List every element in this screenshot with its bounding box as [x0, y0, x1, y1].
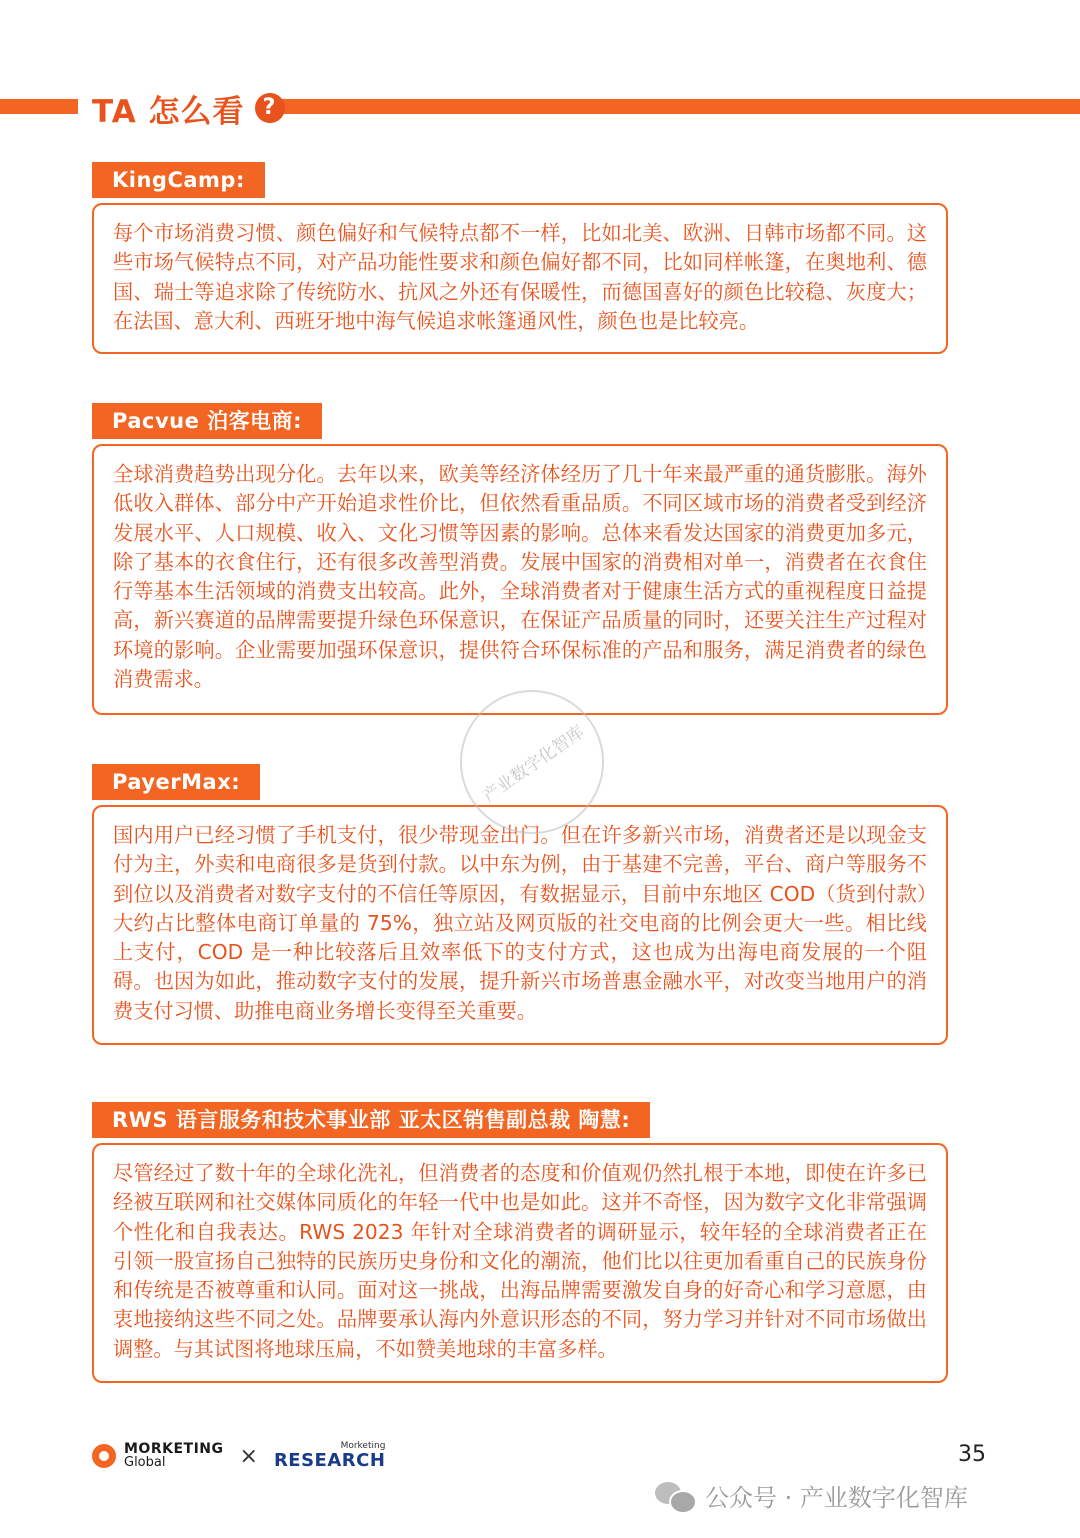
- label-kingcamp: KingCamp:: [92, 162, 265, 198]
- cross-icon: ×: [239, 1443, 258, 1469]
- label-payermax: PayerMax:: [92, 764, 260, 800]
- header-bar-left: [0, 99, 78, 114]
- page-number: 35: [958, 1442, 986, 1467]
- page-title: [92, 86, 285, 130]
- header-bar-right: [280, 99, 1080, 114]
- content-text-kingcamp: 每个市场消费习惯、颜色偏好和气候特点都不一样，比如北美、欧洲、日韩市场都不同。这些市场气候特点不同，对产品功能性要求和颜色偏好都不同，比如同样帐篷，在奥地利、德国、瑞士等追求除了传统防水、抗风之外还有保暖性，而德国喜好的颜色比较稳、灰度大；在法国、意大利、西班牙地中海气候追求帐篷通风性，颜色也是比较亮。: [113, 221, 927, 333]
- content-text-pacvue: 全球消费趋势出现分化。去年以来，欧美等经济体经历了几十年来最严重的通货膨胀。海外低收入群体、部分中产开始追求性价比，但依然看重品质。不同区域市场的消费者受到经济发展水平、人口规模、收入、文化习惯等因素的影响。总体来看发达国家的消费更加多元，除了基本的衣食住行，还有很多改善型消费。发展中国家的消费相对单一，消费者在衣食住行等基本生活领域的消费支出较高。此外，全球消费者对于健康生活方式的重视程度日益提高，新兴赛道的品牌需要提升绿色环保意识，在保证产品质量的同时，还要关注生产过程对环境的影响。企业需要加强环保意识，提供符合环保标准的产品和服务，满足消费者的绿色消费需求。: [113, 462, 927, 692]
- wechat-text: 公众号 · 产业数字化智库: [705, 1484, 968, 1512]
- content-box-kingcamp: [92, 203, 948, 354]
- watermark-text: 产业数字化智库: [478, 721, 588, 807]
- content-box-payermax: [92, 805, 948, 1045]
- morketing-logo-icon: [92, 1444, 116, 1468]
- wechat-account: [655, 1478, 968, 1513]
- label-rws: RWS 语言服务和技术事业部 亚太区销售副总裁 陶慧:: [92, 1102, 650, 1138]
- question-icon: ?: [255, 93, 285, 123]
- wechat-icon: [655, 1480, 695, 1512]
- morketing-logo-text: [124, 1442, 224, 1470]
- content-text-payermax: 国内用户已经习惯了手机支付，很少带现金出门。但在许多新兴市场，消费者还是以现金支付为主，外卖和电商很多是货到付款。以中东为例，由于基建不完善，平台、商户等服务不到位以及消费者对数字支付的不信任等原因，有数据显示，目前中东地区 COD（货到付款）大约占比整体电商订单量的 75%，独立站及网页版的社交电商的比例会更大一些。相比线上支付，COD 是一种比较落后且效率低下的支付方式，这也成为出海电商发展的一个阻碍。也因为如此，推动数字支付的发展，提升新兴市场普惠金融水平，对改变当地用户的消费支付习惯、助推电商业务增长变得至关重要。: [113, 823, 927, 1023]
- research-logo-small: Morketing: [340, 1441, 386, 1451]
- label-pacvue: Pacvue 泊客电商:: [92, 403, 322, 439]
- page-title-text: TA 怎么看: [92, 93, 245, 130]
- footer-logos: [92, 1441, 385, 1471]
- morketing-line1: MORKETING: [124, 1441, 224, 1457]
- morketing-line2: Global: [124, 1455, 166, 1470]
- content-text-rws: 尽管经过了数十年的全球化洗礼，但消费者的态度和价值观仍然扎根于本地，即使在许多已经被互联网和社交媒体同质化的年轻一代中也是如此。这并不奇怪，因为数字文化非常强调个性化和自我表达。RWS 2023 年针对全球消费者的调研显示，较年轻的全球消费者正在引领一股宣扬自己独特的民族历史身份和文化的潮流，他们比以往更加看重自己的民族身份和传统是否被尊重和认同。面对这一挑战，出海品牌需要激发自身的好奇心和学习意愿，由衷地接纳这些不同之处。品牌要承认海内外意识形态的不同，努力学习并针对不同市场做出调整。与其试图将地球压扁，不如赞美地球的丰富多样。: [113, 1161, 927, 1361]
- research-logo: [274, 1441, 385, 1471]
- content-box-pacvue: [92, 444, 948, 715]
- content-box-rws: [92, 1143, 948, 1383]
- research-logo-big: RESEARCH: [273, 1450, 386, 1471]
